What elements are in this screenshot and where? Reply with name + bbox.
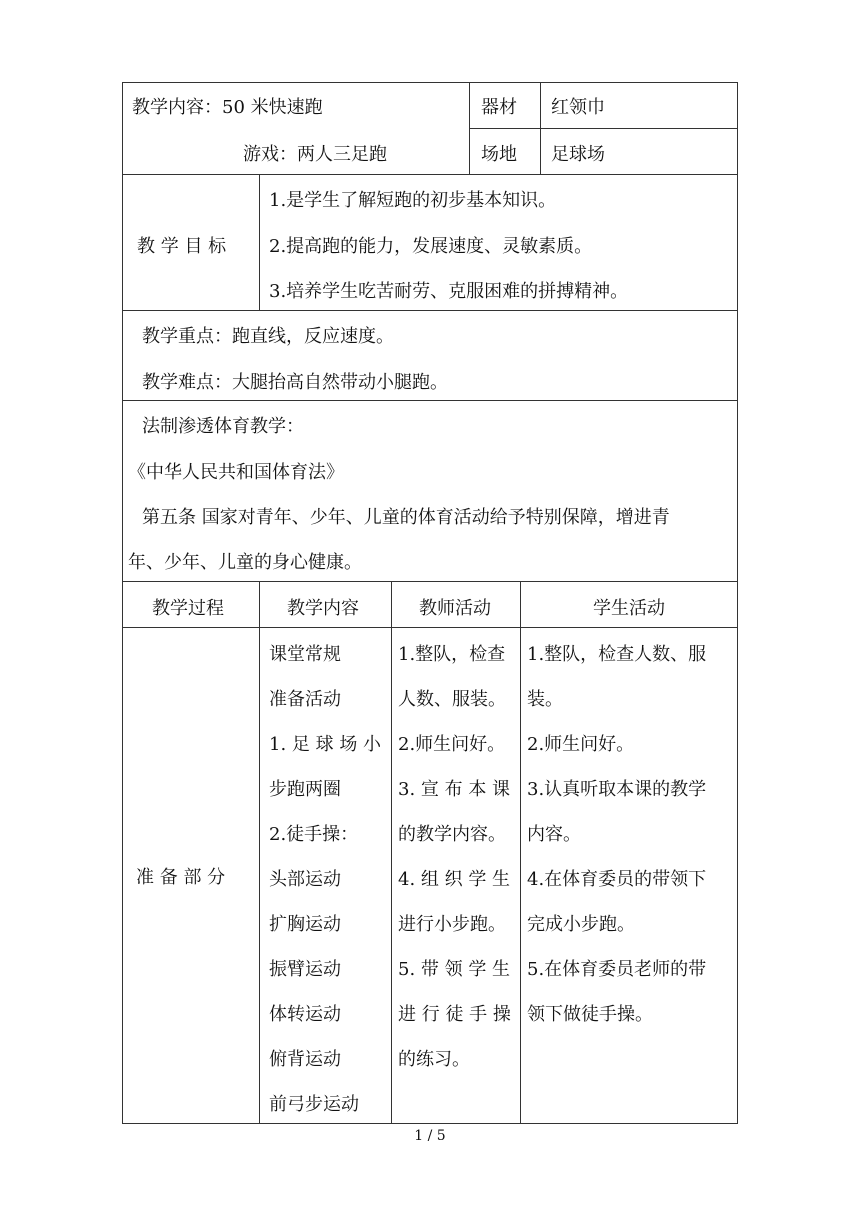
grid-line [122, 581, 738, 582]
teacher-line: 4. 组 织 学 生 [398, 869, 511, 890]
table-border-right [737, 82, 738, 1124]
student-line: 完成小步跑。 [527, 914, 635, 935]
teacher-line: 进 行 徒 手 操 [398, 1004, 511, 1025]
column-header: 教学过程 [152, 598, 224, 619]
column-header: 教师活动 [419, 598, 491, 619]
content-line: 头部运动 [269, 869, 341, 890]
student-line: 4.在体育委员的带领下 [527, 869, 707, 890]
grid-line [259, 174, 260, 310]
content-line: 前弓步运动 [269, 1094, 359, 1115]
grid-line [259, 581, 260, 1124]
objective-item: 1.是学生了解短跑的初步基本知识。 [269, 190, 557, 211]
student-line: 1.整队，检查人数、服 [527, 644, 707, 665]
page-number: 1 / 5 [414, 1128, 446, 1144]
column-header: 教学内容 [287, 598, 359, 619]
grid-line [520, 581, 521, 1124]
content-line: 体转运动 [269, 1004, 341, 1025]
table-border-bottom [122, 1123, 738, 1124]
grid-line [122, 174, 738, 175]
grid-line [122, 400, 738, 401]
equipment-value: 红领巾 [551, 97, 605, 118]
content-line: 1. 足 球 场 小 [269, 734, 382, 755]
teacher-line: 3. 宣 布 本 课 [398, 779, 511, 800]
content-line: 课堂常规 [269, 644, 341, 665]
student-line: 内容。 [527, 824, 581, 845]
content-line: 扩胸运动 [269, 914, 341, 935]
venue-value: 足球场 [551, 144, 605, 165]
grid-line [122, 627, 738, 628]
table-border-top [122, 82, 738, 83]
student-line: 3.认真听取本课的教学 [527, 779, 707, 800]
teaching-focus: 教学重点：跑直线，反应速度。 [142, 326, 394, 347]
objective-item: 2.提高跑的能力，发展速度、灵敏素质。 [269, 236, 593, 257]
venue-label: 场地 [481, 144, 517, 165]
game-label: 游戏：两人三足跑 [243, 144, 387, 165]
grid-line [469, 128, 738, 129]
teaching-difficulty: 教学难点：大腿抬高自然带动小腿跑。 [142, 372, 448, 393]
table-border-left [122, 82, 123, 1124]
student-line: 领下做徒手操。 [527, 1004, 653, 1025]
grid-line [391, 581, 392, 1124]
student-line: 2.师生问好。 [527, 734, 635, 755]
column-header: 学生活动 [593, 598, 665, 619]
content-line: 俯背运动 [269, 1049, 341, 1070]
teacher-line: 进行小步跑。 [398, 914, 506, 935]
content-line: 2.徒手操： [269, 824, 359, 845]
grid-line [122, 310, 738, 311]
objectives-label: 教 学 目 标 [137, 236, 227, 257]
teacher-line: 人数、服装。 [398, 689, 506, 710]
student-line: 5.在体育委员老师的带 [527, 959, 707, 980]
content-line: 振臂运动 [269, 959, 341, 980]
teacher-line: 2.师生问好。 [398, 734, 506, 755]
content-line: 步跑两圈 [269, 779, 341, 800]
teacher-line: 5. 带 领 学 生 [398, 959, 511, 980]
lesson-content-label: 教学内容：50 米快速跑 [132, 97, 323, 118]
equipment-label: 器材 [481, 97, 517, 118]
objective-item: 3.培养学生吃苦耐劳、克服困难的拼搏精神。 [269, 281, 629, 302]
teacher-line: 的教学内容。 [398, 824, 506, 845]
content-line: 准备活动 [269, 689, 341, 710]
law-book: 《中华人民共和国体育法》 [128, 462, 344, 483]
teacher-line: 1.整队，检查 [398, 644, 506, 665]
law-title: 法制渗透体育教学： [142, 416, 304, 437]
section-label: 准 备 部 分 [136, 867, 226, 888]
teacher-line: 的练习。 [398, 1049, 470, 1070]
student-line: 装。 [527, 689, 563, 710]
law-article-line: 第五条 国家对青年、少年、儿童的体育活动给予特别保障，增进青 [142, 507, 670, 528]
law-article-line: 年、少年、儿童的身心健康。 [128, 552, 362, 573]
